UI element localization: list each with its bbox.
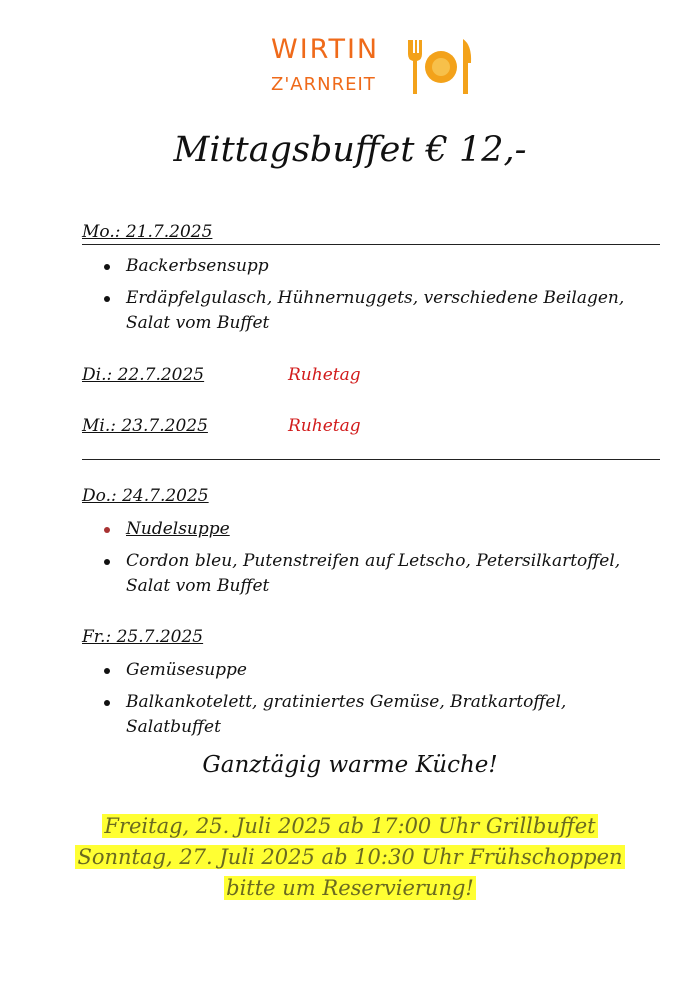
warm-kitchen-note: Ganztägig warme Küche! [202,752,498,778]
logo-wordmark: WIRTIN [271,34,380,65]
menu-list-thursday [102,517,662,606]
bullet-icon [104,700,110,706]
day-label: Do.: 24.7.2025 [82,486,209,506]
page-title: Mittagsbuffet € 12,- [173,130,527,170]
logo [265,32,480,102]
menu-list-friday [102,658,662,747]
day-heading-monday [82,222,662,242]
divider [82,244,660,245]
list-item: Nudelsuppe [102,517,662,542]
day-label: Mo.: 21.7.2025 [82,222,213,242]
day-heading-wednesday [82,416,662,436]
list-item: Cordon bleu, Putenstreifen auf Letscho, Petersilkartoffel, Salat vom Buffet [102,549,662,599]
highlight-reservation: bitte um Reservierung! [226,876,474,900]
list-item: Balkankotelett, gratiniertes Gemüse, Bratkartoffel, Salatbuffet [102,690,662,740]
highlight-fruehschoppen: Sonntag, 27. Juli 2025 ab 10:30 Uhr Frühschoppen [77,845,623,869]
day-heading-tuesday [82,365,662,385]
menu-list-monday [102,254,662,343]
day-label: Mi.: 23.7.2025 [82,416,208,436]
status-ruhetag: Ruhetag [288,365,361,385]
fork-plate-knife-icon [403,36,475,98]
highlight-grillbuffet: Freitag, 25. Juli 2025 ab 17:00 Uhr Grillbuffet [104,814,596,838]
list-item: Gemüsesuppe [102,658,662,683]
day-label: Di.: 22.7.2025 [82,365,205,385]
bullet-icon [104,527,110,533]
day-label: Fr.: 25.7.2025 [82,627,204,647]
list-item: Erdäpfelgulasch, Hühnernuggets, verschiedene Beilagen, Salat vom Buffet [102,286,662,336]
day-heading-friday [82,627,662,647]
status-ruhetag: Ruhetag [288,416,361,436]
bullet-icon [104,296,110,302]
bullet-icon [104,668,110,674]
bullet-icon [104,264,110,270]
day-heading-thursday [82,486,662,506]
logo-subline: Z'ARNREIT [271,74,376,95]
list-item: Backerbsensupp [102,254,662,279]
divider [82,459,660,460]
bullet-icon [104,559,110,565]
